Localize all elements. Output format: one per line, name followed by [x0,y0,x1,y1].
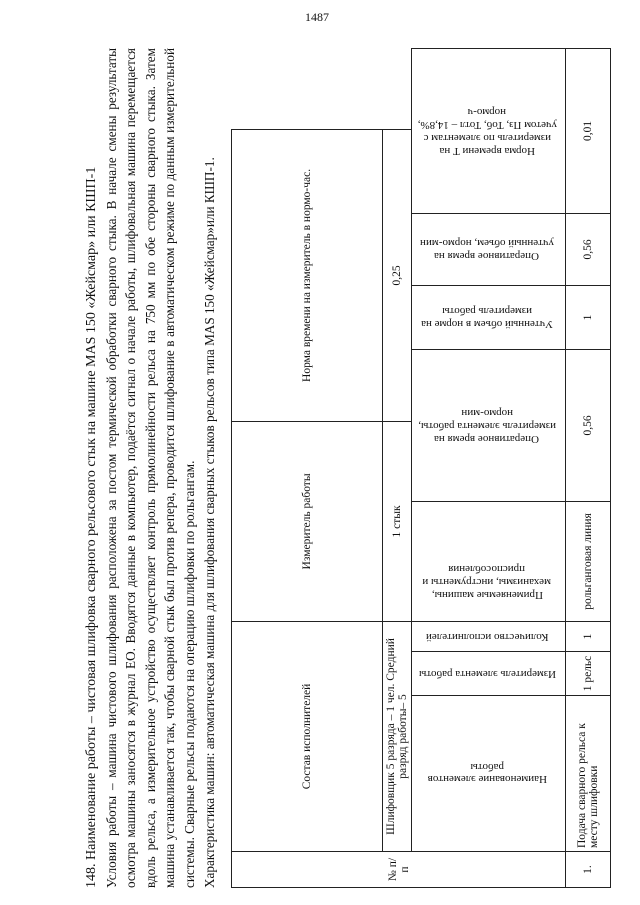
header-performers-cell [412,621,566,651]
page-number: 1487 [305,10,329,24]
header-work-meter: Измеритель работы [301,473,314,570]
header-element-name-cell [412,696,566,852]
header-operative-time-cell [412,349,566,501]
header-operative-time: Оперативное время на измеритель элемента работы, нормо-мин [418,406,557,445]
document-sheet [82,48,610,888]
header-operative-time-counted: Оперативное время на учтенный объем, нормо-мин [420,237,555,263]
header-element-meter-cell [412,652,566,696]
norm-time-value: 0,25 [383,129,412,421]
header-norm-time-elements: Норма времени Т на измеритель по элементам с учетом Пз, Тоб, Тотл – 14,8%, нормо-ч [417,105,557,157]
section-heading: 148. Наименование работы – чистовая шлифовка сварного рельсового стык на машине MAS 150 «Жейсмар» или КШП-1 [84,166,99,888]
header-team: Состав исполнителей [232,621,383,851]
row-norm-time-elements: 0,01 [566,49,611,214]
team-value: Шлифовщик 5 разряда – 1 чел. Средний разряд работы– 5 [383,621,412,851]
header-operative-counted-cell [412,213,566,285]
row-equipment: рольганговая линия [566,501,611,621]
header-counted-volume-cell [412,285,566,349]
work-conditions-paragraph: Условия работы – машина чистового шлифования расположена за постом термической обработки сварного стыка. В начале смены результаты осмотра машины заносятся в журнал ЕО. Вводятся данные в компьютер, подаётся сигнал о начале работы, шлифовальная машина перемещается вдоль рельса, а измерительное устройство осуществляет контроль прямолинейности рельса на 750 мм по обе стороны сварного стыка. Затем машина устанавливается так, чтобы сварной стык был против репера, проводится шлифование в автоматическом режиме по данным измерительной системы. Сварные рельсы подаются на операцию шлифовки по рольгангам. [103,48,197,888]
row-number: 1. [566,852,611,888]
row-element-meter: 1 рельс [566,652,611,696]
header-number: № п/п [232,852,566,888]
header-norm-time: Норма времени на измеритель в нормо-час. [232,129,383,421]
machine-characteristics-paragraph: Характеристика машин: автоматическая машина для шлифования сварных стыков рельсов типа MAS 150 «Жейсмар»или КШП-1. [201,157,217,888]
document-body [82,48,219,888]
header-work-meter-block [232,421,383,621]
table-row [566,49,611,888]
row-performers-count: 1 [566,621,611,651]
work-meter-value: 1 стык [383,421,412,621]
row-counted-volume: 1 [566,285,611,349]
row-operative-time: 0,56 [566,349,611,501]
row-element-name: Подача сварного рельса к месту шлифовки [566,696,611,852]
header-equipment-cell [412,501,566,621]
header-element-name: Наименование элементов работы [427,761,547,786]
row-operative-time-counted: 0,56 [566,213,611,285]
header-element-meter: Измеритель элемента работы [418,668,556,680]
header-equipment: Применяемые машины, механизмы, инструменты и приспособления [422,563,552,602]
norms-table [231,48,611,888]
header-norm-elements-cell [412,49,566,214]
header-performers-count: Количество исполнителей [425,630,549,643]
header-counted-volume: Учтенный объем в норме на измеритель работы [421,305,554,331]
